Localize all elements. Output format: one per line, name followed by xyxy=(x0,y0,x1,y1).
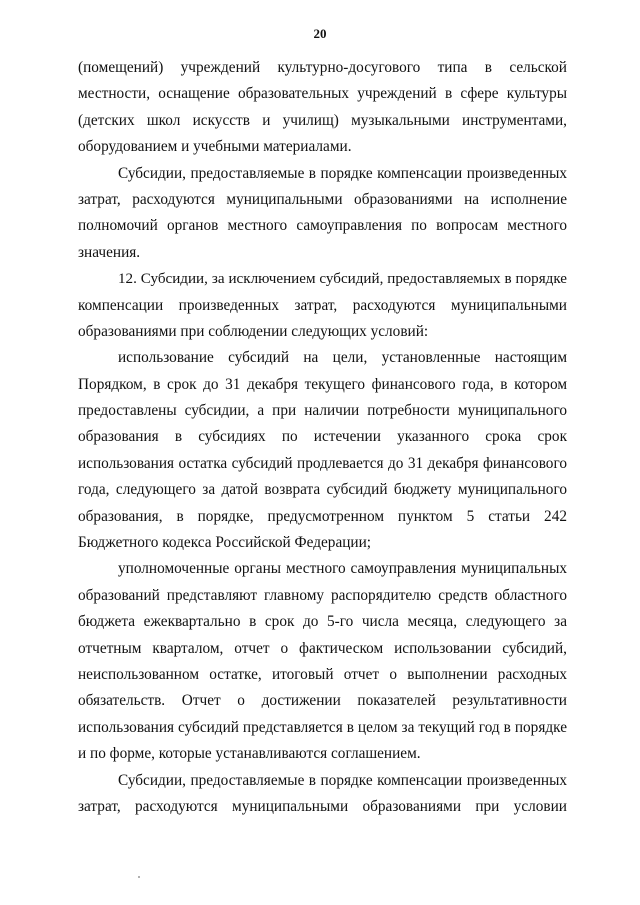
text-line: компенсации произведенных затрат, расходуются муниципальными xyxy=(78,296,567,314)
text-line: года, следующего за датой возврата субсидий бюджету муниципального xyxy=(78,481,567,499)
text-line: обязательств. Отчет о достижении показателей результативности xyxy=(78,692,567,710)
text-line: (детских школ искусств и училищ) музыкальными инструментами, xyxy=(78,111,567,129)
text-line: оборудованием и учебными материалами. xyxy=(78,138,352,156)
text-line: местности, оснащение образовательных учреждений в сфере культуры xyxy=(78,85,567,103)
text-line: образования, в порядке, предусмотренном пунктом 5 статьи 242 xyxy=(78,507,567,525)
text-line: неиспользованном остатке, итоговый отчет о выполнении расходных xyxy=(78,665,567,683)
text-line: затрат, расходуются муниципальными образованиями при условии xyxy=(78,797,567,815)
document-body xyxy=(78,55,567,820)
text-line: предоставлены субсидии, а при наличии потребности муниципального xyxy=(78,402,567,420)
text-line: 12. Субсидии, за исключением субсидий, предоставляемых в порядке xyxy=(118,271,567,288)
text-line: бюджета ежеквартально в срок до 5-го числа месяца, следующего за xyxy=(78,613,567,631)
text-line: образований представляют главному распорядителю средств областного xyxy=(78,586,567,604)
text-line: уполномоченные органы местного самоуправления муниципальных xyxy=(118,560,567,578)
text-line: Субсидии, предоставляемые в порядке компенсации произведенных xyxy=(118,771,567,789)
text-line: Субсидии, предоставляемые в порядке компенсации произведенных xyxy=(118,164,567,182)
text-line: и по форме, которые устанавливаются соглашением. xyxy=(78,745,421,763)
text-line: образованиями при соблюдении следующих условий: xyxy=(78,322,429,340)
text-line: Порядком, в срок до 31 декабря текущего финансового года, в котором xyxy=(78,375,567,393)
text-line: значения. xyxy=(78,243,141,261)
text-line: использования остатка субсидий продлевается до 31 декабря финансового xyxy=(78,454,567,472)
text-line: отчетным кварталом, отчет о фактическом использовании субсидий, xyxy=(78,639,567,657)
text-line: образования в субсидиях по истечении указанного срока срок xyxy=(78,428,567,446)
text-line: использования субсидий представляется в целом за текущий год в порядке xyxy=(78,718,567,736)
text-line: полномочий органов местного самоуправления по вопросам местного xyxy=(78,217,567,235)
scan-speck xyxy=(138,876,140,878)
page-number: 20 xyxy=(313,26,327,41)
text-line: затрат, расходуются муниципальными образованиями на исполнение xyxy=(78,190,567,208)
text-line: использование субсидий на цели, установленные настоящим xyxy=(118,349,567,367)
text-line: Бюджетного кодекса Российской Федерации; xyxy=(78,534,372,552)
text-line: (помещений) учреждений культурно-досугового типа в сельской xyxy=(78,59,567,76)
